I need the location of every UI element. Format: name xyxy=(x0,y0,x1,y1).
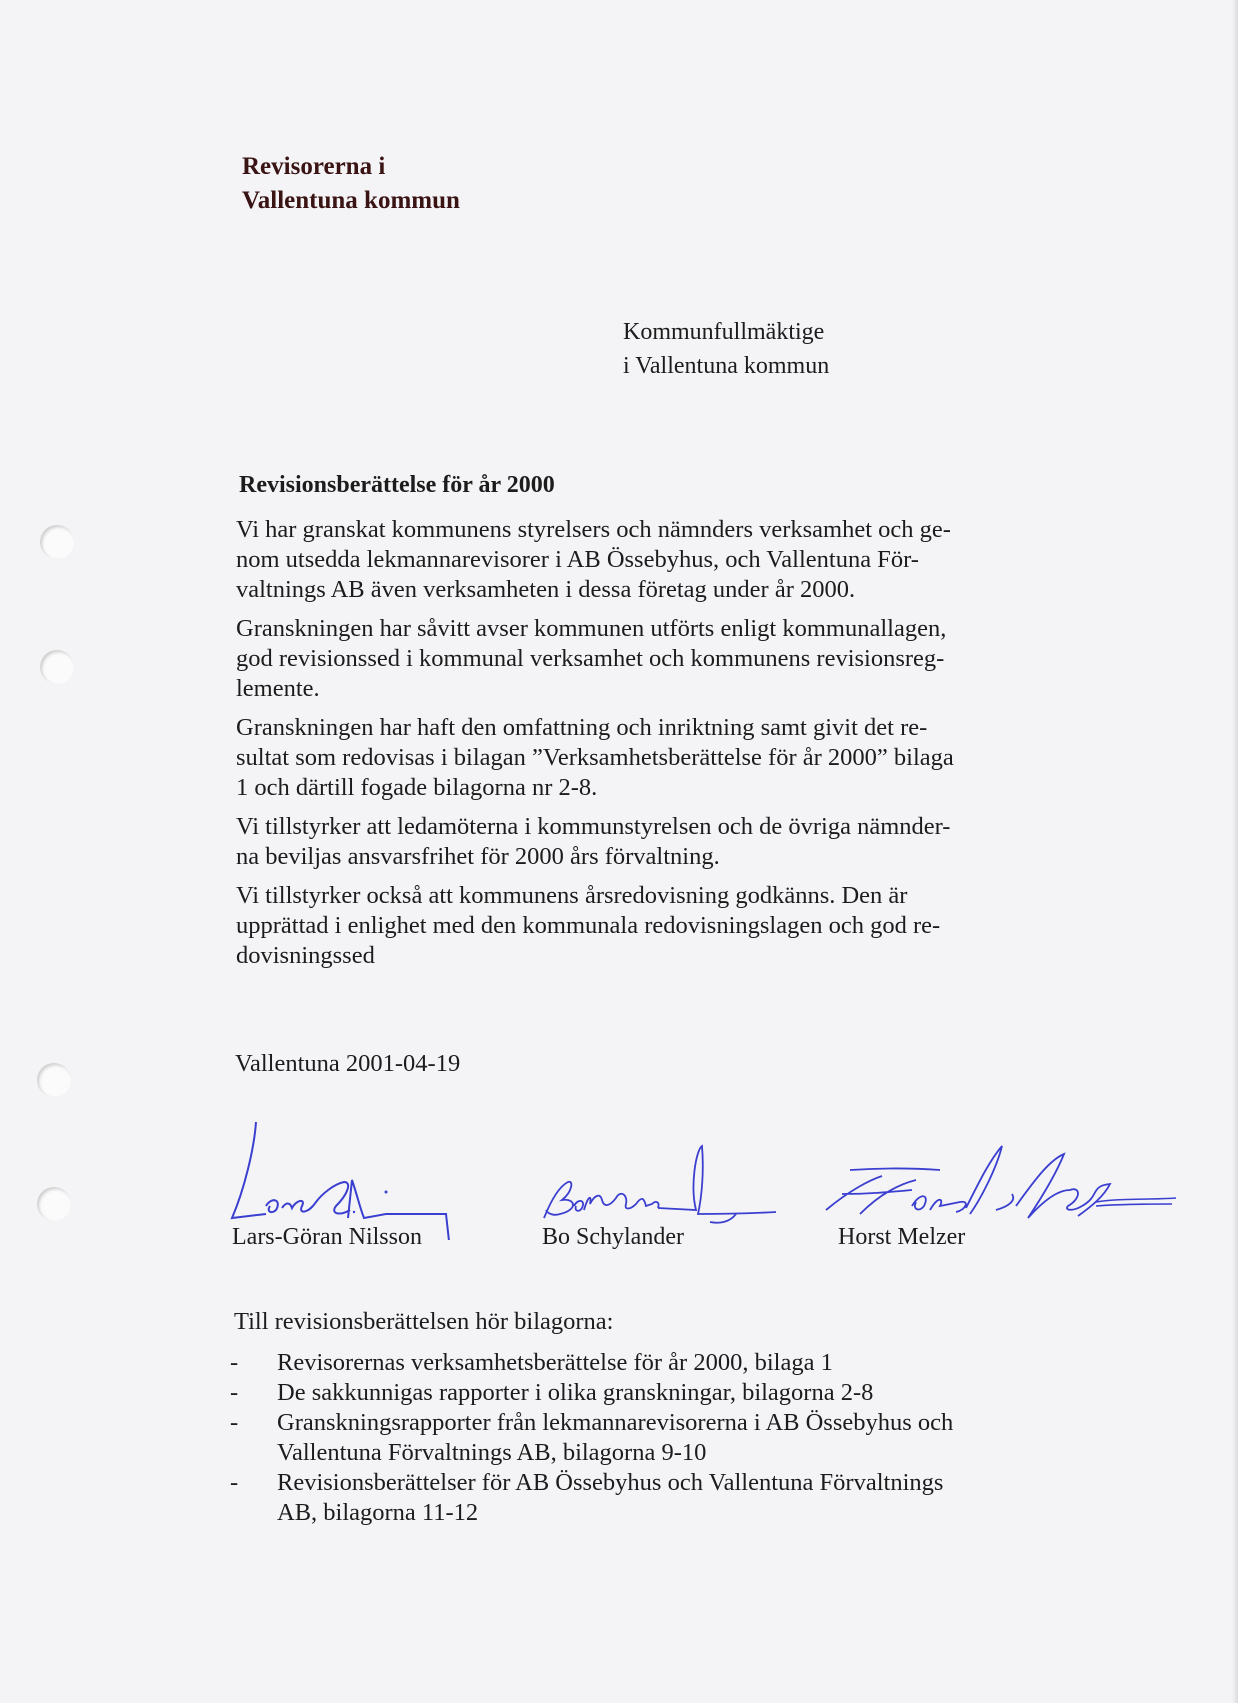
recipient-block xyxy=(623,315,829,383)
list-dash: - xyxy=(230,1409,239,1436)
list-item-line: Revisorernas verksamhetsberättelse för år 2000, bilaga 1 xyxy=(277,1349,833,1376)
handwritten-signature xyxy=(820,1110,1180,1240)
list-dash: - xyxy=(230,1469,239,1496)
handwritten-signature xyxy=(226,1110,466,1240)
paragraph-line: sultat som redovisas i bilagan ”Verksamhetsberättelse för år 2000” bilaga xyxy=(236,744,954,771)
paragraph xyxy=(236,515,1036,605)
punch-hole xyxy=(37,1187,71,1221)
report-body xyxy=(236,515,1036,980)
sender-line-2: Vallentuna kommun xyxy=(242,187,460,214)
paragraph-line: 1 och därtill fogade bilagorna nr 2-8. xyxy=(236,774,598,801)
signatory-name: Bo Schylander xyxy=(542,1224,684,1250)
paragraph-line: Vi tillstyrker att ledamöterna i kommunstyrelsen och de övriga nämnder- xyxy=(236,813,951,840)
paragraph-line: dovisningssed xyxy=(236,942,375,969)
paragraph-line: na beviljas ansvarsfrihet för 2000 års förvaltning. xyxy=(236,843,720,870)
paragraph-line: nom utsedda lekmannarevisorer i AB Össebyhus, och Vallentuna För- xyxy=(236,546,919,573)
list-item-line: Vallentuna Förvaltnings AB, bilagorna 9-10 xyxy=(277,1439,707,1466)
list-item xyxy=(230,1468,1050,1528)
place-date: Vallentuna 2001-04-19 xyxy=(235,1050,461,1077)
paragraph-line: upprättad i enlighet med den kommunala redovisningslagen och god re- xyxy=(236,912,941,939)
paragraph-line: Vi tillstyrker också att kommunens årsredovisning godkänns. Den är xyxy=(236,882,908,909)
paragraph xyxy=(236,881,1036,971)
signatory-name: Horst Melzer xyxy=(838,1224,966,1250)
paragraph-line: god revisionssed i kommunal verksamhet och kommunens revisionsreg- xyxy=(236,645,945,672)
paragraph-line: Granskningen har haft den omfattning och inriktning samt givit det re- xyxy=(236,714,928,741)
list-item-line: Revisionsberättelser för AB Össebyhus och Vallentuna Förvaltnings xyxy=(277,1469,944,1496)
paragraph-line: valtnings AB även verksamheten i dessa företag under år 2000. xyxy=(236,576,856,603)
signature-block xyxy=(820,1110,1180,1260)
sender-block xyxy=(242,150,460,218)
list-item-line: De sakkunnigas rapporter i olika granskningar, bilagorna 2-8 xyxy=(277,1379,874,1406)
list-dash: - xyxy=(230,1379,239,1406)
paragraph xyxy=(236,713,1036,803)
handwritten-signature xyxy=(540,1110,780,1240)
list-dash: - xyxy=(230,1349,239,1376)
attachment-list xyxy=(230,1348,1050,1528)
sender-line-1: Revisorerna i xyxy=(242,153,386,180)
list-item xyxy=(230,1378,1050,1408)
list-item xyxy=(230,1408,1050,1468)
recipient-line-2: i Vallentuna kommun xyxy=(623,353,830,379)
page-edge-shadow xyxy=(1232,0,1238,1703)
attachments-intro: Till revisionsberättelsen hör bilagorna: xyxy=(234,1308,614,1335)
signatory-name: Lars-Göran Nilsson xyxy=(232,1224,422,1250)
recipient-line-1: Kommunfullmäktige xyxy=(623,319,825,345)
signature-block xyxy=(226,1110,566,1260)
list-item xyxy=(230,1348,1050,1378)
punch-hole xyxy=(40,525,74,559)
document-heading: Revisionsberättelse för år 2000 xyxy=(239,472,555,498)
paragraph xyxy=(236,614,1036,704)
paragraph-line: Granskningen har såvitt avser kommunen utförts enligt kommunallagen, xyxy=(236,615,947,642)
list-item-line: AB, bilagorna 11-12 xyxy=(277,1499,479,1526)
punch-hole xyxy=(40,650,74,684)
paragraph xyxy=(236,812,1036,872)
paragraph-line: lemente. xyxy=(236,675,320,702)
list-item-line: Granskningsrapporter från lekmannarevisorerna i AB Össebyhus och xyxy=(277,1409,954,1436)
paragraph-line: Vi har granskat kommunens styrelsers och nämnders verksamhet och ge- xyxy=(236,516,951,543)
punch-hole xyxy=(37,1063,71,1097)
